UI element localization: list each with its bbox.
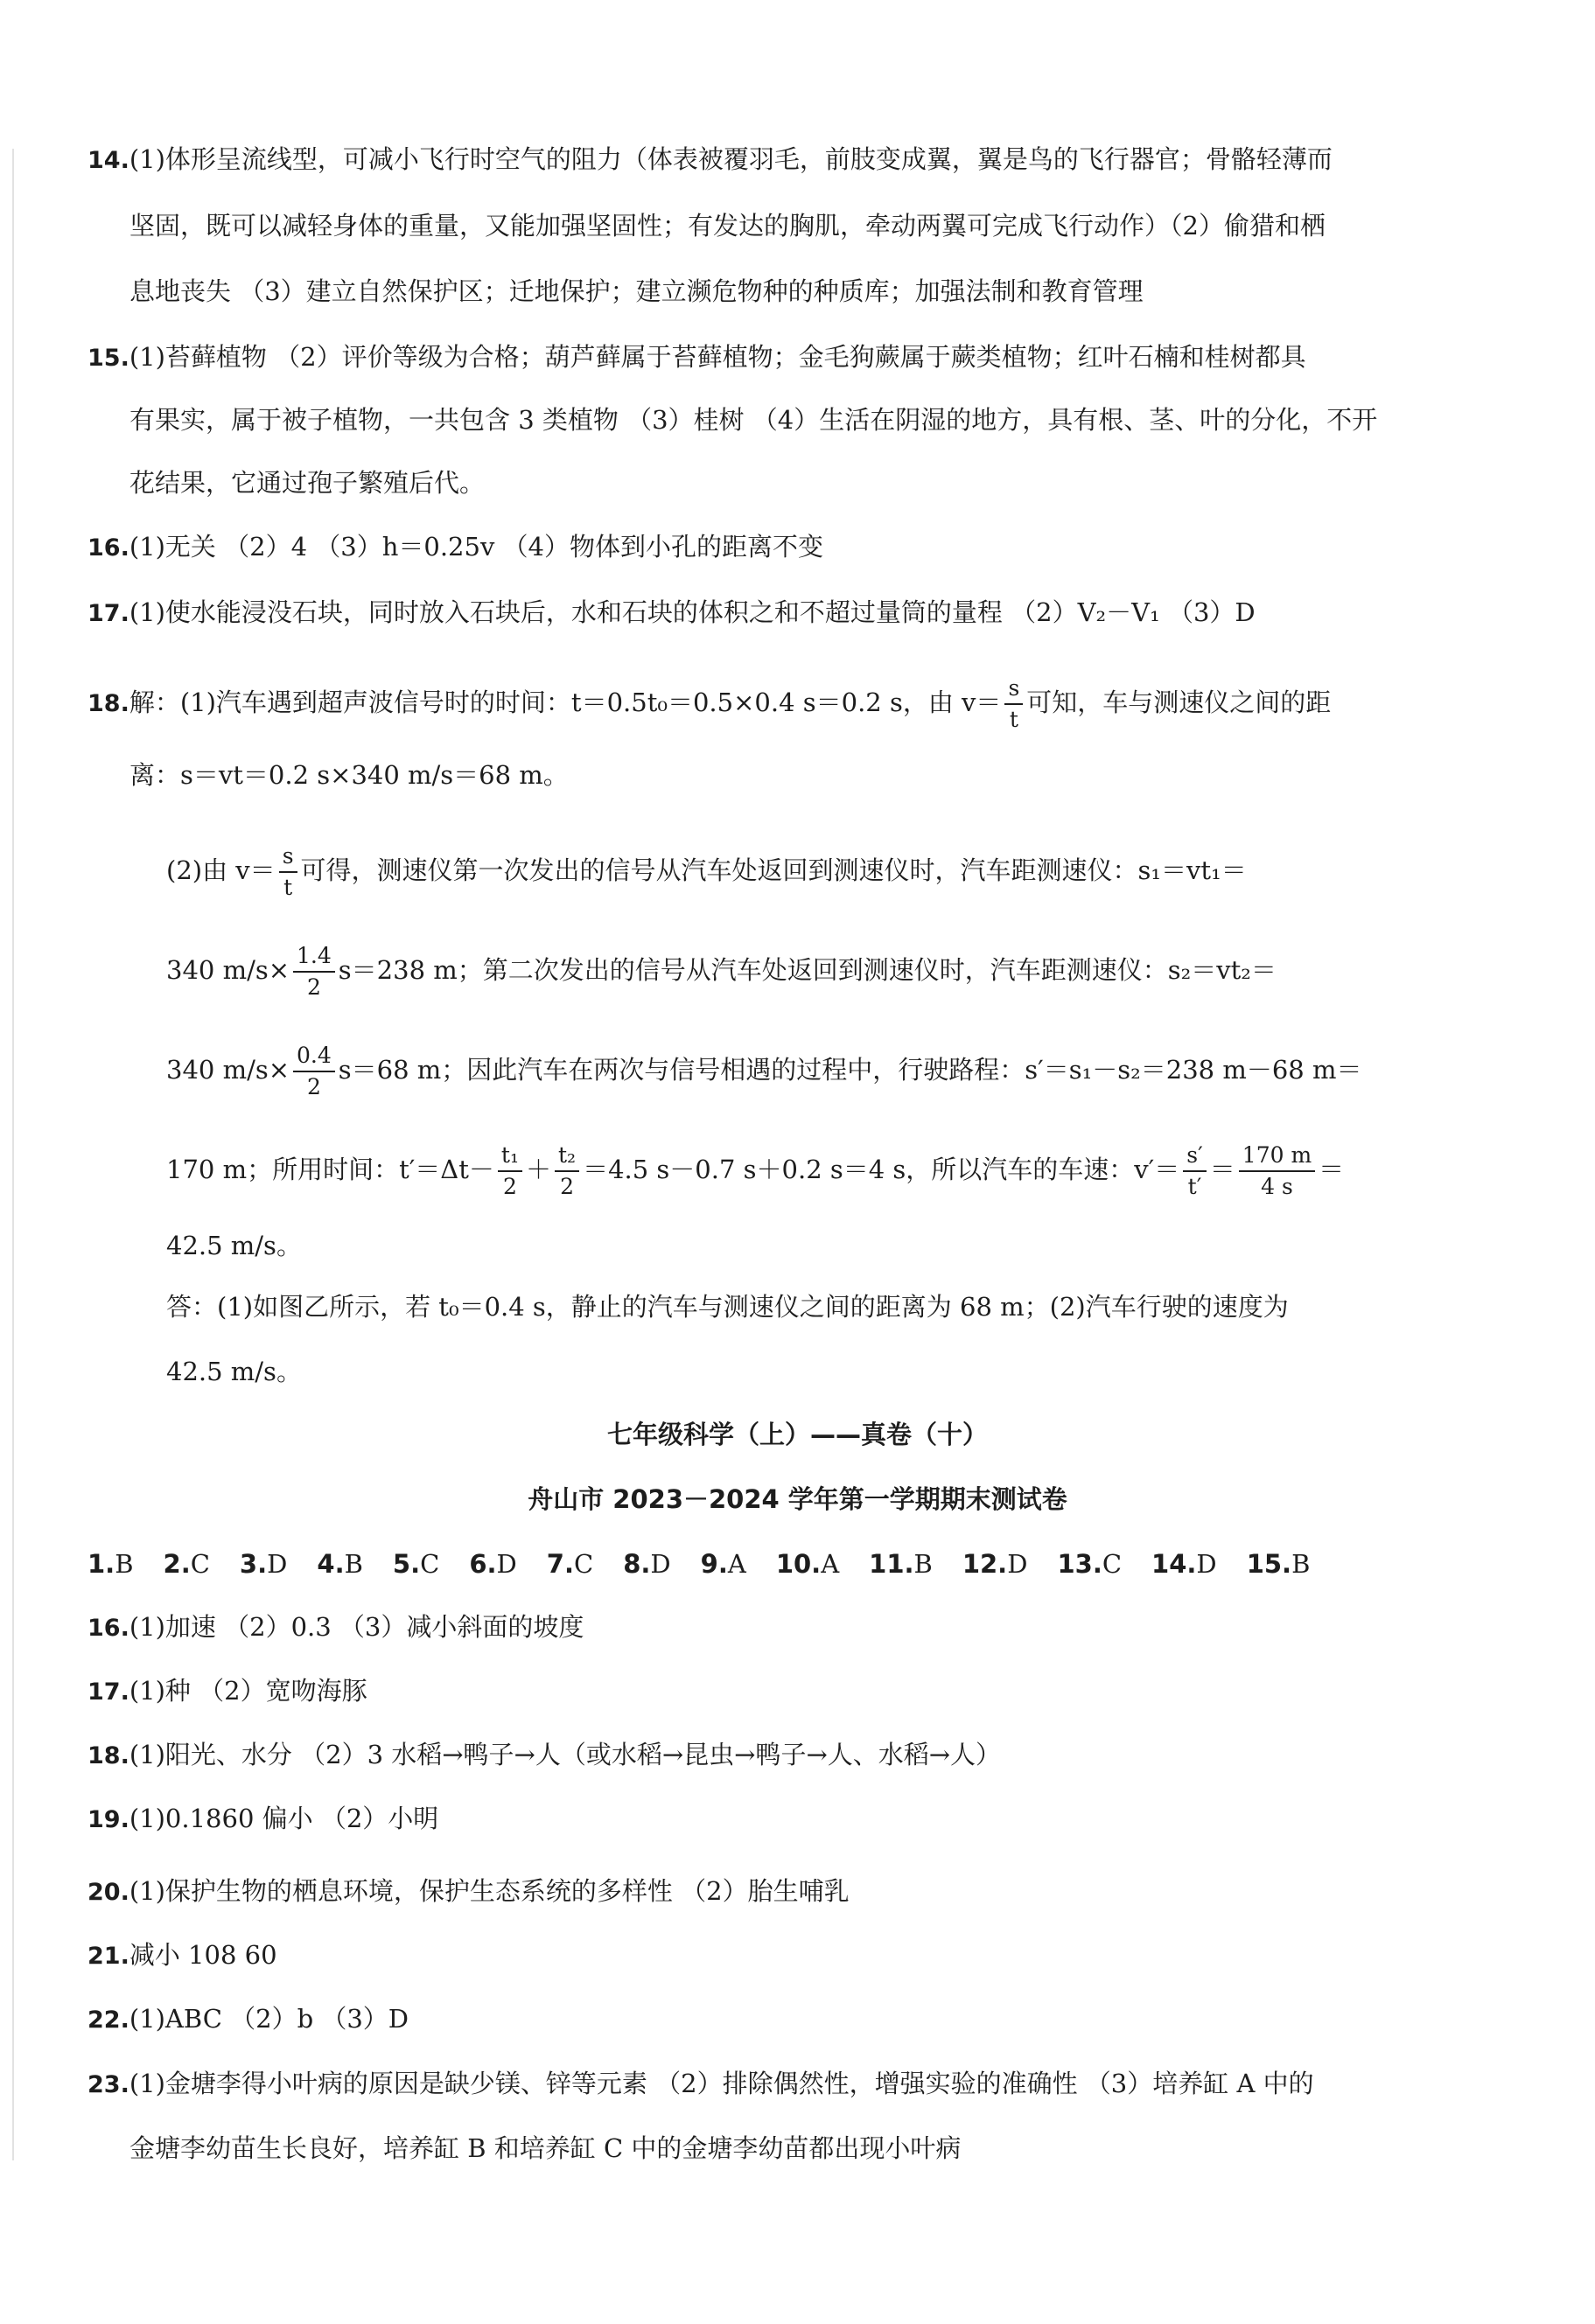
q18-text-3b: 可得，测速仪第一次发出的信号从汽车处返回到测速仪时，汽车距测速仪：s₁＝vt₁＝ bbox=[300, 855, 1247, 885]
q18-line-5 bbox=[166, 1041, 1512, 1102]
q15-line-3: 花结果，它通过孢子繁殖后代。 bbox=[129, 468, 486, 498]
q18-text-1a: 解：(1)汽车遇到超声波信号时的时间：t＝0.5t₀＝0.5×0.4 s＝0.2 s，由 v＝ bbox=[129, 687, 1002, 717]
short-answer-text: (1)种 （2）宽吻海豚 bbox=[129, 1676, 367, 1706]
short-answer-number: 19. bbox=[87, 1806, 129, 1833]
q16-text: (1)无关 （2）4 （3）h＝0.25v （4）物体到小孔的距离不变 bbox=[129, 532, 824, 562]
choice-answer: 5.C bbox=[392, 1549, 440, 1579]
fraction-t2-over-2: $\frac{\text{t₂}}{2}$ bbox=[555, 1141, 579, 1202]
q14-number: 14. bbox=[87, 147, 129, 174]
fraction-170m-over-4s: $\frac{170 m}{4 s}$ bbox=[1239, 1141, 1315, 1202]
short-answer-text: (1)0.1860 偏小 （2）小明 bbox=[129, 1804, 439, 1833]
page-edge-line bbox=[12, 149, 14, 2160]
short-answer-text: (1)保护生物的栖息环境，保护生态系统的多样性 （2）胎生哺乳 bbox=[129, 1876, 850, 1906]
section-subtitle: 舟山市 2023－2024 学年第一学期期末测试卷 bbox=[528, 1484, 1067, 1514]
short-answer-number: 18. bbox=[87, 1742, 129, 1769]
choice-answer: 7.C bbox=[546, 1549, 594, 1579]
q18-text-4b: s＝238 m；第二次发出的信号从汽车处返回到测速仪时，汽车距测速仪：s₂＝vt₂＝ bbox=[338, 955, 1277, 985]
q18-text-6c: ＝4.5 s－0.7 s＋0.2 s＝4 s，所以汽车的车速：v′＝ bbox=[583, 1155, 1180, 1184]
choice-answer: 6.D bbox=[469, 1549, 517, 1579]
short-answer-text: (1)ABC （2）b （3）D bbox=[129, 2004, 409, 2034]
short-answer-number: 21. bbox=[87, 1943, 129, 1970]
short-answer-line bbox=[87, 1999, 1512, 2040]
choice-answer: 2.C bbox=[163, 1549, 210, 1579]
q17-number: 17. bbox=[87, 600, 129, 627]
q18-number: 18. bbox=[87, 690, 129, 717]
short-answer-line bbox=[87, 1671, 1512, 1712]
q23-line-2: 金塘李幼苗生长良好，培养缸 B 和培养缸 C 中的金塘李幼苗都出现小叶病 bbox=[129, 2133, 962, 2163]
choice-answer: 14.D bbox=[1151, 1549, 1217, 1579]
q23-number: 23. bbox=[87, 2071, 129, 2098]
fraction-s-over-t-2: $\frac{s}{t}$ bbox=[279, 841, 297, 903]
fraction-t1-over-2: $\frac{\text{t₁}}{2}$ bbox=[498, 1141, 522, 1202]
short-answer-text: 减小 108 60 bbox=[129, 1940, 277, 1970]
q18-text-1b: 可知，车与测速仪之间的距 bbox=[1026, 687, 1332, 717]
q17-text: (1)使水能浸没石块，同时放入石块后，水和石块的体积之和不超过量筒的量程 （2）V₂－V₁ （3）D bbox=[129, 597, 1256, 627]
q15-line-2: 有果实，属于被子植物，一共包含 3 类植物 （3）桂树 （4）生活在阴湿的地方，具有根、茎、叶的分化，不开 bbox=[129, 405, 1378, 435]
short-answer-number: 22. bbox=[87, 2006, 129, 2034]
short-answer-text: (1)加速 （2）0.3 （3）减小斜面的坡度 bbox=[129, 1612, 584, 1642]
fraction-1-4-over-2: $\frac{1.4}{2}$ bbox=[293, 941, 335, 1002]
short-answer-number: 16. bbox=[87, 1615, 129, 1642]
choice-answer: 3.D bbox=[239, 1549, 288, 1579]
q23-line-1 bbox=[87, 2064, 1512, 2104]
short-answer-number: 20. bbox=[87, 1879, 129, 1906]
choice-answer: 10.A bbox=[775, 1549, 840, 1579]
q18-answer-1: 答：(1)如图乙所示，若 t₀＝0.4 s，静止的汽车与测速仪之间的距离为 68 m；(2)汽车行驶的速度为 bbox=[166, 1292, 1289, 1322]
q23-text-1: (1)金塘李得小叶病的原因是缺少镁、锌等元素 （2）排除偶然性，增强实验的准确性 （3）培养缸 A 中的 bbox=[129, 2069, 1314, 2098]
q14-line-3: 息地丧失 （3）建立自然保护区；迁地保护；建立濒危物种的种质库；加强法制和教育管理 bbox=[129, 276, 1144, 306]
q16-line bbox=[87, 527, 1512, 568]
q18-text-6a: 170 m；所用时间：t′＝Δt－ bbox=[166, 1155, 494, 1184]
choice-answer: 11.B bbox=[869, 1549, 933, 1579]
q18-text-5a: 340 m/s× bbox=[166, 1055, 290, 1085]
q15-text-1: (1)苔藓植物 （2）评价等级为合格；葫芦藓属于苔藓植物；金毛狗蕨属于蕨类植物；红叶石楠和桂树都具 bbox=[129, 342, 1306, 372]
q18-text-5b: s＝68 m；因此汽车在两次与信号相遇的过程中，行驶路程：s′＝s₁－s₂＝238 m－68 m＝ bbox=[338, 1055, 1362, 1085]
q18-line-3 bbox=[166, 841, 1512, 903]
q18-text-3a: (2)由 v＝ bbox=[166, 855, 276, 885]
q17-line bbox=[87, 593, 1512, 633]
choice-answers-row bbox=[87, 1545, 1512, 1583]
choice-answer: 12.D bbox=[962, 1549, 1028, 1579]
choice-answer: 1.B bbox=[87, 1549, 134, 1579]
choice-answer: 8.D bbox=[623, 1549, 671, 1579]
fraction-sprime-over-tprime: $\frac{s'}{t'}$ bbox=[1183, 1141, 1207, 1202]
q14-line-2: 坚固，既可以减轻身体的重量，又能加强坚固性；有发达的胸肌，牵动两翼可完成飞行动作）（2）偷猎和栖 bbox=[129, 211, 1326, 241]
q18-text-4a: 340 m/s× bbox=[166, 955, 290, 985]
short-answer-line bbox=[87, 1799, 1512, 1839]
short-answer-line bbox=[87, 1872, 1512, 1912]
q18-line-2: 离：s＝vt＝0.2 s×340 m/s＝68 m。 bbox=[129, 760, 569, 790]
choice-answer: 15.B bbox=[1246, 1549, 1311, 1579]
short-answer-line bbox=[87, 1608, 1512, 1648]
q18-line-7: 42.5 m/s。 bbox=[166, 1231, 302, 1260]
q14-text-1: (1)体形呈流线型，可减小飞行时空气的阻力（体表被覆羽毛，前肢变成翼，翼是鸟的飞行器官；骨骼轻薄而 bbox=[129, 144, 1333, 174]
q15-line-1 bbox=[87, 338, 1512, 378]
choice-answer: 4.B bbox=[317, 1549, 363, 1579]
q16-number: 16. bbox=[87, 534, 129, 562]
q18-line-1 bbox=[87, 673, 1512, 735]
choice-answer: 13.C bbox=[1057, 1549, 1123, 1579]
choice-answer: 9.A bbox=[700, 1549, 746, 1579]
fraction-s-over-t: $\frac{s}{t}$ bbox=[1004, 673, 1023, 735]
q15-number: 15. bbox=[87, 345, 129, 372]
short-answer-line bbox=[87, 1735, 1512, 1776]
short-answer-number: 17. bbox=[87, 1678, 129, 1706]
short-answer-line bbox=[87, 1936, 1512, 1976]
q18-answer-2: 42.5 m/s。 bbox=[166, 1357, 302, 1386]
section-title: 七年级科学（上）——真卷（十） bbox=[606, 1420, 988, 1449]
q18-line-4 bbox=[166, 941, 1512, 1002]
q14-line-1 bbox=[87, 140, 1512, 180]
fraction-0-4-over-2: $\frac{0.4}{2}$ bbox=[293, 1041, 335, 1102]
q18-line-6: 170 m；所用时间：t′＝Δt－ $\frac{\text{t₁}}{2}$ ＋ $\frac{\text{t₂}}{2}$ ＝4.5 s－0.7 s＋0.2 s＝4 s，所以汽车的车速：v′＝ $\frac{s'}{t'}$ ＝ $\frac{170 m}{4 s}$ ＝ bbox=[166, 1141, 1512, 1202]
short-answer-text: (1)阳光、水分 （2）3 水稻→鸭子→人（或水稻→昆虫→鸭子→人、水稻→人） bbox=[129, 1740, 1002, 1769]
